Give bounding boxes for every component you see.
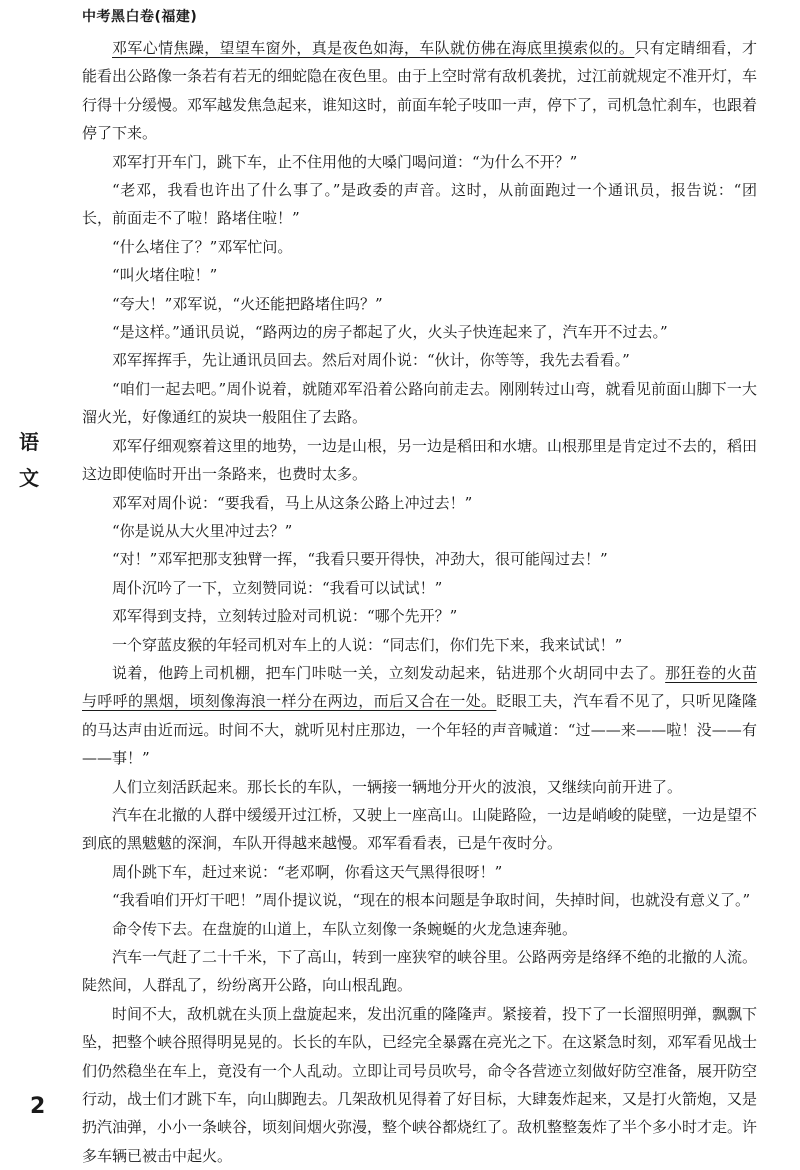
paragraph: 一个穿蓝皮猴的年轻司机对车上的人说：“同志们，你们先下来，我来试试！”	[112, 635, 623, 654]
paragraph: “你是说从大火里冲过去？”	[112, 521, 293, 540]
paragraph: “夸大！”邓军说，“火还能把路堵住吗？”	[112, 294, 383, 313]
paragraph: 命令传下去。在盘旋的山道上，车队立刻像一条蜿蜒的火龙急速奔驰。	[112, 919, 578, 938]
page-number: 2	[30, 1094, 46, 1119]
paragraph: “叫火堵住啦！”	[112, 266, 218, 285]
paragraph: 邓军得到支持，立刻转过脸对司机说：“哪个先开？”	[112, 607, 458, 626]
paragraph-17: 说着，他跨上司机棚，把车门咔哒一关，立刻发动起来，钻进那个火胡同中去了。那狂卷的火苗与呼呼的黑烟，顷刻像海浪一样分在两边，而后又合在一处。眨眼工夫，汽车看不见了，只听见隆隆的马达声由近而远。时间不大，就听见村庄那边，一个年轻的声音喊道：“过——来——啦！没——有——事！”	[82, 663, 757, 768]
paragraph: 时间不大，敌机就在头顶上盘旋起来，发出沉重的隆隆声。紧接着，投下了一长溜照明弹，飘飘下坠，把整个峡谷照得明晃晃的。长长的车队，已经完全暴露在亮光之下。在这紧急时刻，邓军看见战士们仍然稳坐在车上，竟没有一个人乱动。立即让司号员吹号，命令各营迹立刻做好防空准备，展开防空行动，战士们才跳下车，向山脚跑去。几架敌机见得着了好目标，大肆轰炸起来，又是打火箭炮，又是扔汽油弹，小小一条峡谷，顷刻间烟火弥漫，整个峡谷都烧红了。敌机整整轰炸了半个多小时才走。许多车辆已被击中起火。	[82, 1004, 758, 1165]
paragraph: 邓军打开车门，跳下车，止不住用他的大嗓门喝问道：“为什么不开？”	[112, 152, 578, 171]
paragraph: 汽车在北撤的人群中缓缓开过江桥，又驶上一座高山。山陡路险，一边是峭峻的陡壁，一边是望不到底的黑魃魃的深涧，车队开得越来越慢。邓军看看表，已是午夜时分。	[82, 805, 758, 853]
paragraph: “是这样。”通讯员说，“路两边的房子都起了火，火头子快连起来了，汽车开不过去。”	[112, 323, 668, 342]
side-label-char: 语	[19, 430, 39, 454]
side-label-char: 文	[19, 466, 39, 490]
paragraph: “什么堵住了？”邓军忙问。	[112, 237, 293, 256]
paragraph-1: 邓军心情焦躁，望望车窗外，真是夜色如海，车队就仿佛在海底里摸索似的。只有定睛细看，才能看出公路像一条若有若无的细蛇隐在夜色里。由于上空时常有敌机袭扰，过江前就规定不准开灯，车行得十分缓慢。邓军越发焦急起来，谁知这时，前面车轮子吱吅一声，停下了，司机急忙刹车，也跟着停了下来。	[82, 39, 758, 143]
underlined-sentence: 邓军心情焦躁，望望车窗外，真是夜色如海，车队就仿佛在海底里摸索似的。	[112, 39, 635, 57]
paragraph: 邓军仔细观察着这里的地势，一边是山根，另一边是稻田和水塘。山根那里是肯定过不去的，稻田这边即使临时开出一条路来，也费时太多。	[82, 436, 758, 484]
underlined-sentence: 那狂卷的火苗与呼呼的黑烟，顷刻像海浪一样分在两边，而后又合在一处。	[82, 663, 757, 711]
subject-side-label	[16, 424, 42, 496]
paragraph: 汽车一气赶了二十千米，下了高山，转到一座狭窄的峡谷里。公路两旁是络绎不绝的北撤的人流。陡然间，人群乱了，纷纷离开公路，向山根乱跑。	[82, 948, 758, 995]
paragraph: 周仆沉吟了一下，立刻赞同说：“我看可以试试！”	[112, 578, 443, 597]
paragraph: 人们立刻活跃起来。那长长的车队，一辆接一辆地分开火的波浪，又继续向前开进了。	[112, 777, 683, 796]
paragraph: 邓军挥挥手，先让通讯员回去。然后对周仆说：“伙计，你等等，我先去看看。”	[112, 351, 630, 370]
paragraph: “我看咱们开灯干吧！”周仆提议说，“现在的根本问题是争取时间，失掉时间，也就没有意义了。”	[112, 891, 751, 910]
paragraph: “咱们一起去吧。”周仆说着，就随邓军沿着公路向前走去。刚刚转过山弯，就看见前面山脚下一大溜火光，好像通红的炭块一般阻住了去路。	[82, 379, 757, 427]
paragraph: 邓军对周仆说：“要我看，马上从这条公路上冲过去！”	[112, 493, 473, 512]
paragraph: 周仆跳下车，赶过来说：“老邓啊，你看这天气黑得很呀！”	[112, 862, 503, 881]
paragraph: “老邓，我看也许出了什么事了。”是政委的声音。这时，从前面跑过一个通讯员，报告说：“团长，前面走不了啦！路堵住啦！”	[82, 181, 757, 228]
page-header: 中考黑白卷(福建)	[82, 9, 198, 25]
article-body	[82, 34, 757, 1170]
paragraph: “对！”邓军把那支独臂一挥，“我看只要开得快，冲劲大，很可能闯过去！”	[112, 550, 608, 569]
